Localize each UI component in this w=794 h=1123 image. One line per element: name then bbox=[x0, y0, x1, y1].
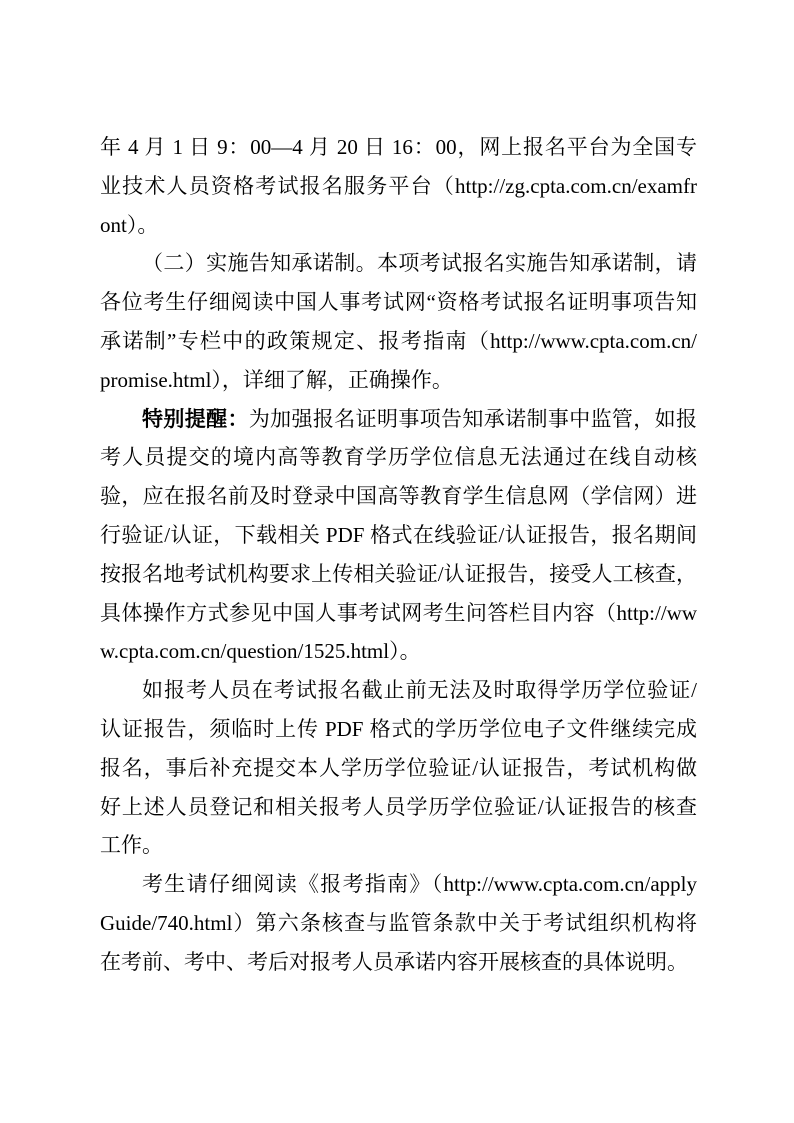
document-body bbox=[100, 128, 697, 982]
text-line: 认证报告，须临时上传 PDF 格式的学历学位电子文件继续完成 bbox=[100, 716, 697, 741]
bold-lead-text: 特别提醒： bbox=[142, 406, 249, 431]
text-line: 特别提醒：为加强报名证明事项告知承诺制事中监管，如报 bbox=[142, 406, 698, 431]
text-line: promise.html），详细了解，正确操作。 bbox=[100, 367, 453, 392]
text-line: 业技术人员资格考试报名服务平台（http://zg.cpta.com.cn/examfr bbox=[100, 173, 697, 198]
text-line: 如报考人员在考试报名截止前无法及时取得学历学位验证/ bbox=[142, 678, 697, 703]
paragraph bbox=[100, 128, 697, 244]
text-line: 验，应在报名前及时登录中国高等教育学生信息网（学信网）进 bbox=[100, 484, 697, 509]
text-line: 考人员提交的境内高等教育学历学位信息无法通过在线自动核 bbox=[100, 445, 697, 470]
text-line: 好上述人员登记和相关报考人员学历学位验证/认证报告的核查 bbox=[100, 794, 697, 819]
paragraph bbox=[100, 865, 697, 981]
text-line: Guide/740.html）第六条核查与监管条款中关于考试组织机构将 bbox=[100, 910, 697, 935]
text-line: 行验证/认证，下载相关 PDF 格式在线验证/认证报告，报名期间 bbox=[100, 522, 697, 547]
text-line: 承诺制”专栏中的政策规定、报考指南（http://www.cpta.com.cn/ bbox=[100, 328, 697, 353]
text-line: 具体操作方式参见中国人事考试网考生问答栏目内容（http://ww bbox=[100, 600, 697, 625]
text-line: （二）实施告知承诺制。本项考试报名实施告知承诺制，请 bbox=[142, 251, 697, 276]
text-line: 按报名地考试机构要求上传相关验证/认证报告，接受人工核查， bbox=[100, 561, 697, 586]
text-line: 在考前、考中、考后对报考人员承诺内容开展核查的具体说明。 bbox=[100, 949, 688, 974]
text-line: 各位考生仔细阅读中国人事考试网“资格考试报名证明事项告知 bbox=[100, 290, 697, 315]
text-line: 年 4 月 1 日 9：00—4 月 20 日 16：00，网上报名平台为全国专 bbox=[100, 135, 697, 159]
text-line: w.cpta.com.cn/question/1525.html）。 bbox=[100, 639, 421, 664]
paragraph bbox=[100, 671, 697, 865]
text-line: 考生请仔细阅读《报考指南》（http://www.cpta.com.cn/apply bbox=[142, 872, 697, 897]
text-line: 报名，事后补充提交本人学历学位验证/认证报告，考试机构做 bbox=[100, 755, 697, 780]
paragraph bbox=[100, 400, 697, 672]
text-line: 工作。 bbox=[100, 833, 163, 858]
text-line: ont）。 bbox=[100, 212, 159, 237]
paragraph bbox=[100, 244, 697, 399]
